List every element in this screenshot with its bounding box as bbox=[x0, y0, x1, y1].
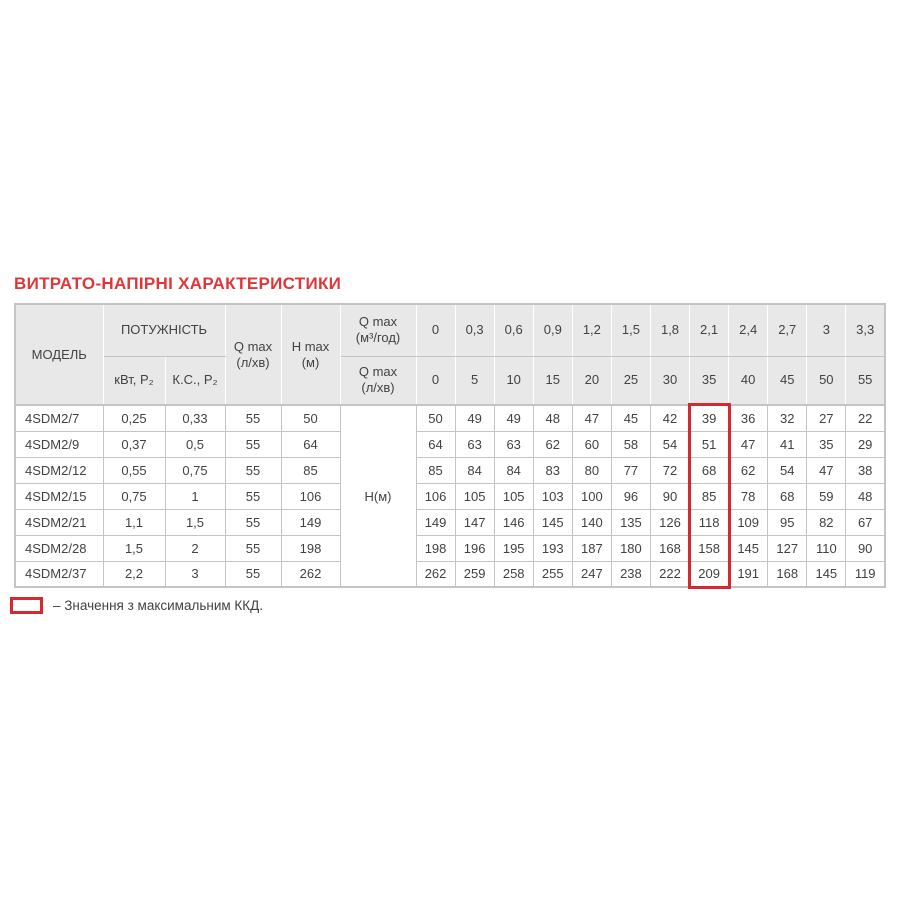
head-value-cell: 149 bbox=[416, 509, 455, 535]
power-hp-cell: 3 bbox=[165, 561, 225, 587]
header-flow-m3h-value: 2,4 bbox=[729, 304, 768, 356]
head-value-cell: 83 bbox=[533, 457, 572, 483]
head-value-cell: 39 bbox=[690, 405, 729, 431]
qmax-cell: 55 bbox=[225, 405, 281, 431]
head-value-cell: 77 bbox=[611, 457, 650, 483]
header-flow-m3h-value: 0 bbox=[416, 304, 455, 356]
head-value-cell: 96 bbox=[611, 483, 650, 509]
table-row bbox=[15, 457, 885, 483]
header-flow-lmin-value: 55 bbox=[846, 356, 885, 405]
header-flow-m3h-value: 1,8 bbox=[650, 304, 689, 356]
head-value-cell: 47 bbox=[807, 457, 846, 483]
model-cell: 4SDM2/21 bbox=[15, 509, 103, 535]
header-flow-lmin-value: 0 bbox=[416, 356, 455, 405]
head-value-cell: 48 bbox=[846, 483, 885, 509]
qmax-cell: 55 bbox=[225, 535, 281, 561]
header-flow-lmin-value: 10 bbox=[494, 356, 533, 405]
head-value-cell: 109 bbox=[729, 509, 768, 535]
head-value-cell: 90 bbox=[650, 483, 689, 509]
section-title: ВИТРАТО-НАПІРНІ ХАРАКТЕРИСТИКИ bbox=[14, 274, 342, 293]
header-flow-lmin bbox=[340, 356, 416, 405]
power-hp-cell: 1,5 bbox=[165, 509, 225, 535]
model-cell: 4SDM2/9 bbox=[15, 431, 103, 457]
head-value-cell: 100 bbox=[572, 483, 611, 509]
head-value-cell: 140 bbox=[572, 509, 611, 535]
header-flow-m3h-value: 2,7 bbox=[768, 304, 807, 356]
header-flow-m3h-value: 0,9 bbox=[533, 304, 572, 356]
power-kw-cell: 2,2 bbox=[103, 561, 165, 587]
header-power-kw: кВт, P₂ bbox=[103, 356, 165, 405]
header-flow-lmin-line1: Q max bbox=[358, 364, 398, 380]
head-value-cell: 22 bbox=[846, 405, 885, 431]
head-value-cell: 119 bbox=[846, 561, 885, 587]
qmax-cell: 55 bbox=[225, 457, 281, 483]
head-value-cell: 63 bbox=[455, 431, 494, 457]
head-value-cell: 72 bbox=[650, 457, 689, 483]
model-cell: 4SDM2/28 bbox=[15, 535, 103, 561]
head-value-cell: 90 bbox=[846, 535, 885, 561]
model-cell: 4SDM2/15 bbox=[15, 483, 103, 509]
head-value-cell: 195 bbox=[494, 535, 533, 561]
head-value-cell: 45 bbox=[611, 405, 650, 431]
hmax-cell: 64 bbox=[281, 431, 340, 457]
table-row bbox=[15, 483, 885, 509]
head-value-cell: 47 bbox=[729, 431, 768, 457]
head-value-cell: 32 bbox=[768, 405, 807, 431]
head-value-cell: 85 bbox=[416, 457, 455, 483]
head-value-cell: 54 bbox=[768, 457, 807, 483]
head-value-cell: 110 bbox=[807, 535, 846, 561]
hmax-cell: 106 bbox=[281, 483, 340, 509]
head-value-cell: 68 bbox=[768, 483, 807, 509]
qmax-cell: 55 bbox=[225, 431, 281, 457]
head-value-cell: 29 bbox=[846, 431, 885, 457]
head-value-cell: 78 bbox=[729, 483, 768, 509]
head-value-cell: 27 bbox=[807, 405, 846, 431]
header-power-group: ПОТУЖНІСТЬ bbox=[103, 304, 225, 356]
head-value-cell: 147 bbox=[455, 509, 494, 535]
head-value-cell: 135 bbox=[611, 509, 650, 535]
qmax-cell: 55 bbox=[225, 509, 281, 535]
head-value-cell: 209 bbox=[690, 561, 729, 587]
table-body bbox=[15, 405, 885, 587]
header-flow-m3h-value: 0,3 bbox=[455, 304, 494, 356]
head-value-cell: 49 bbox=[455, 405, 494, 431]
head-unit-cell: Н(м) bbox=[340, 405, 416, 587]
head-value-cell: 64 bbox=[416, 431, 455, 457]
header-flow-lmin-value: 45 bbox=[768, 356, 807, 405]
head-value-cell: 59 bbox=[807, 483, 846, 509]
table-row bbox=[15, 431, 885, 457]
head-value-cell: 158 bbox=[690, 535, 729, 561]
head-value-cell: 106 bbox=[416, 483, 455, 509]
hmax-cell: 262 bbox=[281, 561, 340, 587]
head-value-cell: 42 bbox=[650, 405, 689, 431]
power-kw-cell: 0,37 bbox=[103, 431, 165, 457]
head-value-cell: 51 bbox=[690, 431, 729, 457]
head-value-cell: 48 bbox=[533, 405, 572, 431]
header-hmax bbox=[281, 304, 340, 405]
header-flow-lmin-value: 25 bbox=[611, 356, 650, 405]
head-value-cell: 47 bbox=[572, 405, 611, 431]
header-flow-m3h-value: 3,3 bbox=[846, 304, 885, 356]
head-value-cell: 180 bbox=[611, 535, 650, 561]
header-qmax bbox=[225, 304, 281, 405]
head-value-cell: 146 bbox=[494, 509, 533, 535]
header-flow-m3h-value: 1,5 bbox=[611, 304, 650, 356]
head-value-cell: 49 bbox=[494, 405, 533, 431]
table-row bbox=[15, 561, 885, 587]
head-value-cell: 191 bbox=[729, 561, 768, 587]
legend-text: – Значення з максимальним ККД. bbox=[53, 598, 264, 613]
head-value-cell: 95 bbox=[768, 509, 807, 535]
header-flow-m3h-line1: Q max bbox=[358, 314, 398, 330]
head-value-cell: 168 bbox=[768, 561, 807, 587]
head-value-cell: 85 bbox=[690, 483, 729, 509]
table-row bbox=[15, 405, 885, 431]
header-power-hp: К.С., P₂ bbox=[165, 356, 225, 405]
head-value-cell: 127 bbox=[768, 535, 807, 561]
header-flow-m3h-value: 0,6 bbox=[494, 304, 533, 356]
header-flow-lmin-value: 15 bbox=[533, 356, 572, 405]
header-qmax-line2: (л/хв) bbox=[236, 354, 270, 370]
head-value-cell: 145 bbox=[807, 561, 846, 587]
power-hp-cell: 1 bbox=[165, 483, 225, 509]
hmax-cell: 149 bbox=[281, 509, 340, 535]
head-value-cell: 62 bbox=[533, 431, 572, 457]
power-kw-cell: 0,25 bbox=[103, 405, 165, 431]
head-value-cell: 222 bbox=[650, 561, 689, 587]
table-row bbox=[15, 535, 885, 561]
qmax-cell: 55 bbox=[225, 483, 281, 509]
hmax-cell: 85 bbox=[281, 457, 340, 483]
head-value-cell: 36 bbox=[729, 405, 768, 431]
model-cell: 4SDM2/7 bbox=[15, 405, 103, 431]
head-value-cell: 247 bbox=[572, 561, 611, 587]
hmax-cell: 50 bbox=[281, 405, 340, 431]
head-value-cell: 126 bbox=[650, 509, 689, 535]
power-kw-cell: 1,5 bbox=[103, 535, 165, 561]
head-value-cell: 105 bbox=[455, 483, 494, 509]
model-cell: 4SDM2/12 bbox=[15, 457, 103, 483]
legend bbox=[10, 597, 263, 614]
header-flow-lmin-value: 30 bbox=[650, 356, 689, 405]
head-value-cell: 38 bbox=[846, 457, 885, 483]
head-value-cell: 193 bbox=[533, 535, 572, 561]
head-value-cell: 103 bbox=[533, 483, 572, 509]
head-value-cell: 196 bbox=[455, 535, 494, 561]
head-value-cell: 259 bbox=[455, 561, 494, 587]
qmax-cell: 55 bbox=[225, 561, 281, 587]
header-flow-lmin-value: 5 bbox=[455, 356, 494, 405]
header-flow-m3h-value: 3 bbox=[807, 304, 846, 356]
head-value-cell: 84 bbox=[494, 457, 533, 483]
head-value-cell: 198 bbox=[416, 535, 455, 561]
power-hp-cell: 0,5 bbox=[165, 431, 225, 457]
head-value-cell: 58 bbox=[611, 431, 650, 457]
head-value-cell: 60 bbox=[572, 431, 611, 457]
head-value-cell: 41 bbox=[768, 431, 807, 457]
head-value-cell: 35 bbox=[807, 431, 846, 457]
head-value-cell: 82 bbox=[807, 509, 846, 535]
head-value-cell: 80 bbox=[572, 457, 611, 483]
head-value-cell: 50 bbox=[416, 405, 455, 431]
header-flow-m3h-line2: (м³/год) bbox=[355, 330, 401, 346]
header-flow-lmin-value: 50 bbox=[807, 356, 846, 405]
head-value-cell: 262 bbox=[416, 561, 455, 587]
table-header bbox=[15, 304, 885, 405]
head-value-cell: 68 bbox=[690, 457, 729, 483]
power-kw-cell: 1,1 bbox=[103, 509, 165, 535]
model-cell: 4SDM2/37 bbox=[15, 561, 103, 587]
head-value-cell: 67 bbox=[846, 509, 885, 535]
head-value-cell: 238 bbox=[611, 561, 650, 587]
head-value-cell: 118 bbox=[690, 509, 729, 535]
characteristics-table bbox=[14, 303, 886, 588]
head-value-cell: 187 bbox=[572, 535, 611, 561]
header-flow-lmin-value: 40 bbox=[729, 356, 768, 405]
hmax-cell: 198 bbox=[281, 535, 340, 561]
head-value-cell: 63 bbox=[494, 431, 533, 457]
head-value-cell: 168 bbox=[650, 535, 689, 561]
head-value-cell: 255 bbox=[533, 561, 572, 587]
head-value-cell: 145 bbox=[729, 535, 768, 561]
header-flow-m3h bbox=[340, 304, 416, 356]
legend-red-box bbox=[10, 597, 43, 614]
header-row-1 bbox=[15, 304, 885, 356]
header-model: МОДЕЛЬ bbox=[15, 304, 103, 405]
power-kw-cell: 0,55 bbox=[103, 457, 165, 483]
power-hp-cell: 0,33 bbox=[165, 405, 225, 431]
header-row-2 bbox=[15, 356, 885, 405]
head-value-cell: 145 bbox=[533, 509, 572, 535]
head-value-cell: 258 bbox=[494, 561, 533, 587]
head-value-cell: 84 bbox=[455, 457, 494, 483]
head-value-cell: 105 bbox=[494, 483, 533, 509]
head-value-cell: 54 bbox=[650, 431, 689, 457]
head-value-cell: 62 bbox=[729, 457, 768, 483]
header-flow-lmin-line2: (л/хв) bbox=[361, 380, 395, 396]
header-hmax-line1: H max bbox=[291, 338, 330, 354]
power-hp-cell: 2 bbox=[165, 535, 225, 561]
header-qmax-line1: Q max bbox=[233, 338, 273, 354]
power-kw-cell: 0,75 bbox=[103, 483, 165, 509]
header-flow-m3h-value: 1,2 bbox=[572, 304, 611, 356]
header-hmax-line2: (м) bbox=[301, 354, 320, 370]
header-flow-m3h-value: 2,1 bbox=[690, 304, 729, 356]
table-row bbox=[15, 509, 885, 535]
power-hp-cell: 0,75 bbox=[165, 457, 225, 483]
header-flow-lmin-value: 20 bbox=[572, 356, 611, 405]
header-flow-lmin-value: 35 bbox=[690, 356, 729, 405]
